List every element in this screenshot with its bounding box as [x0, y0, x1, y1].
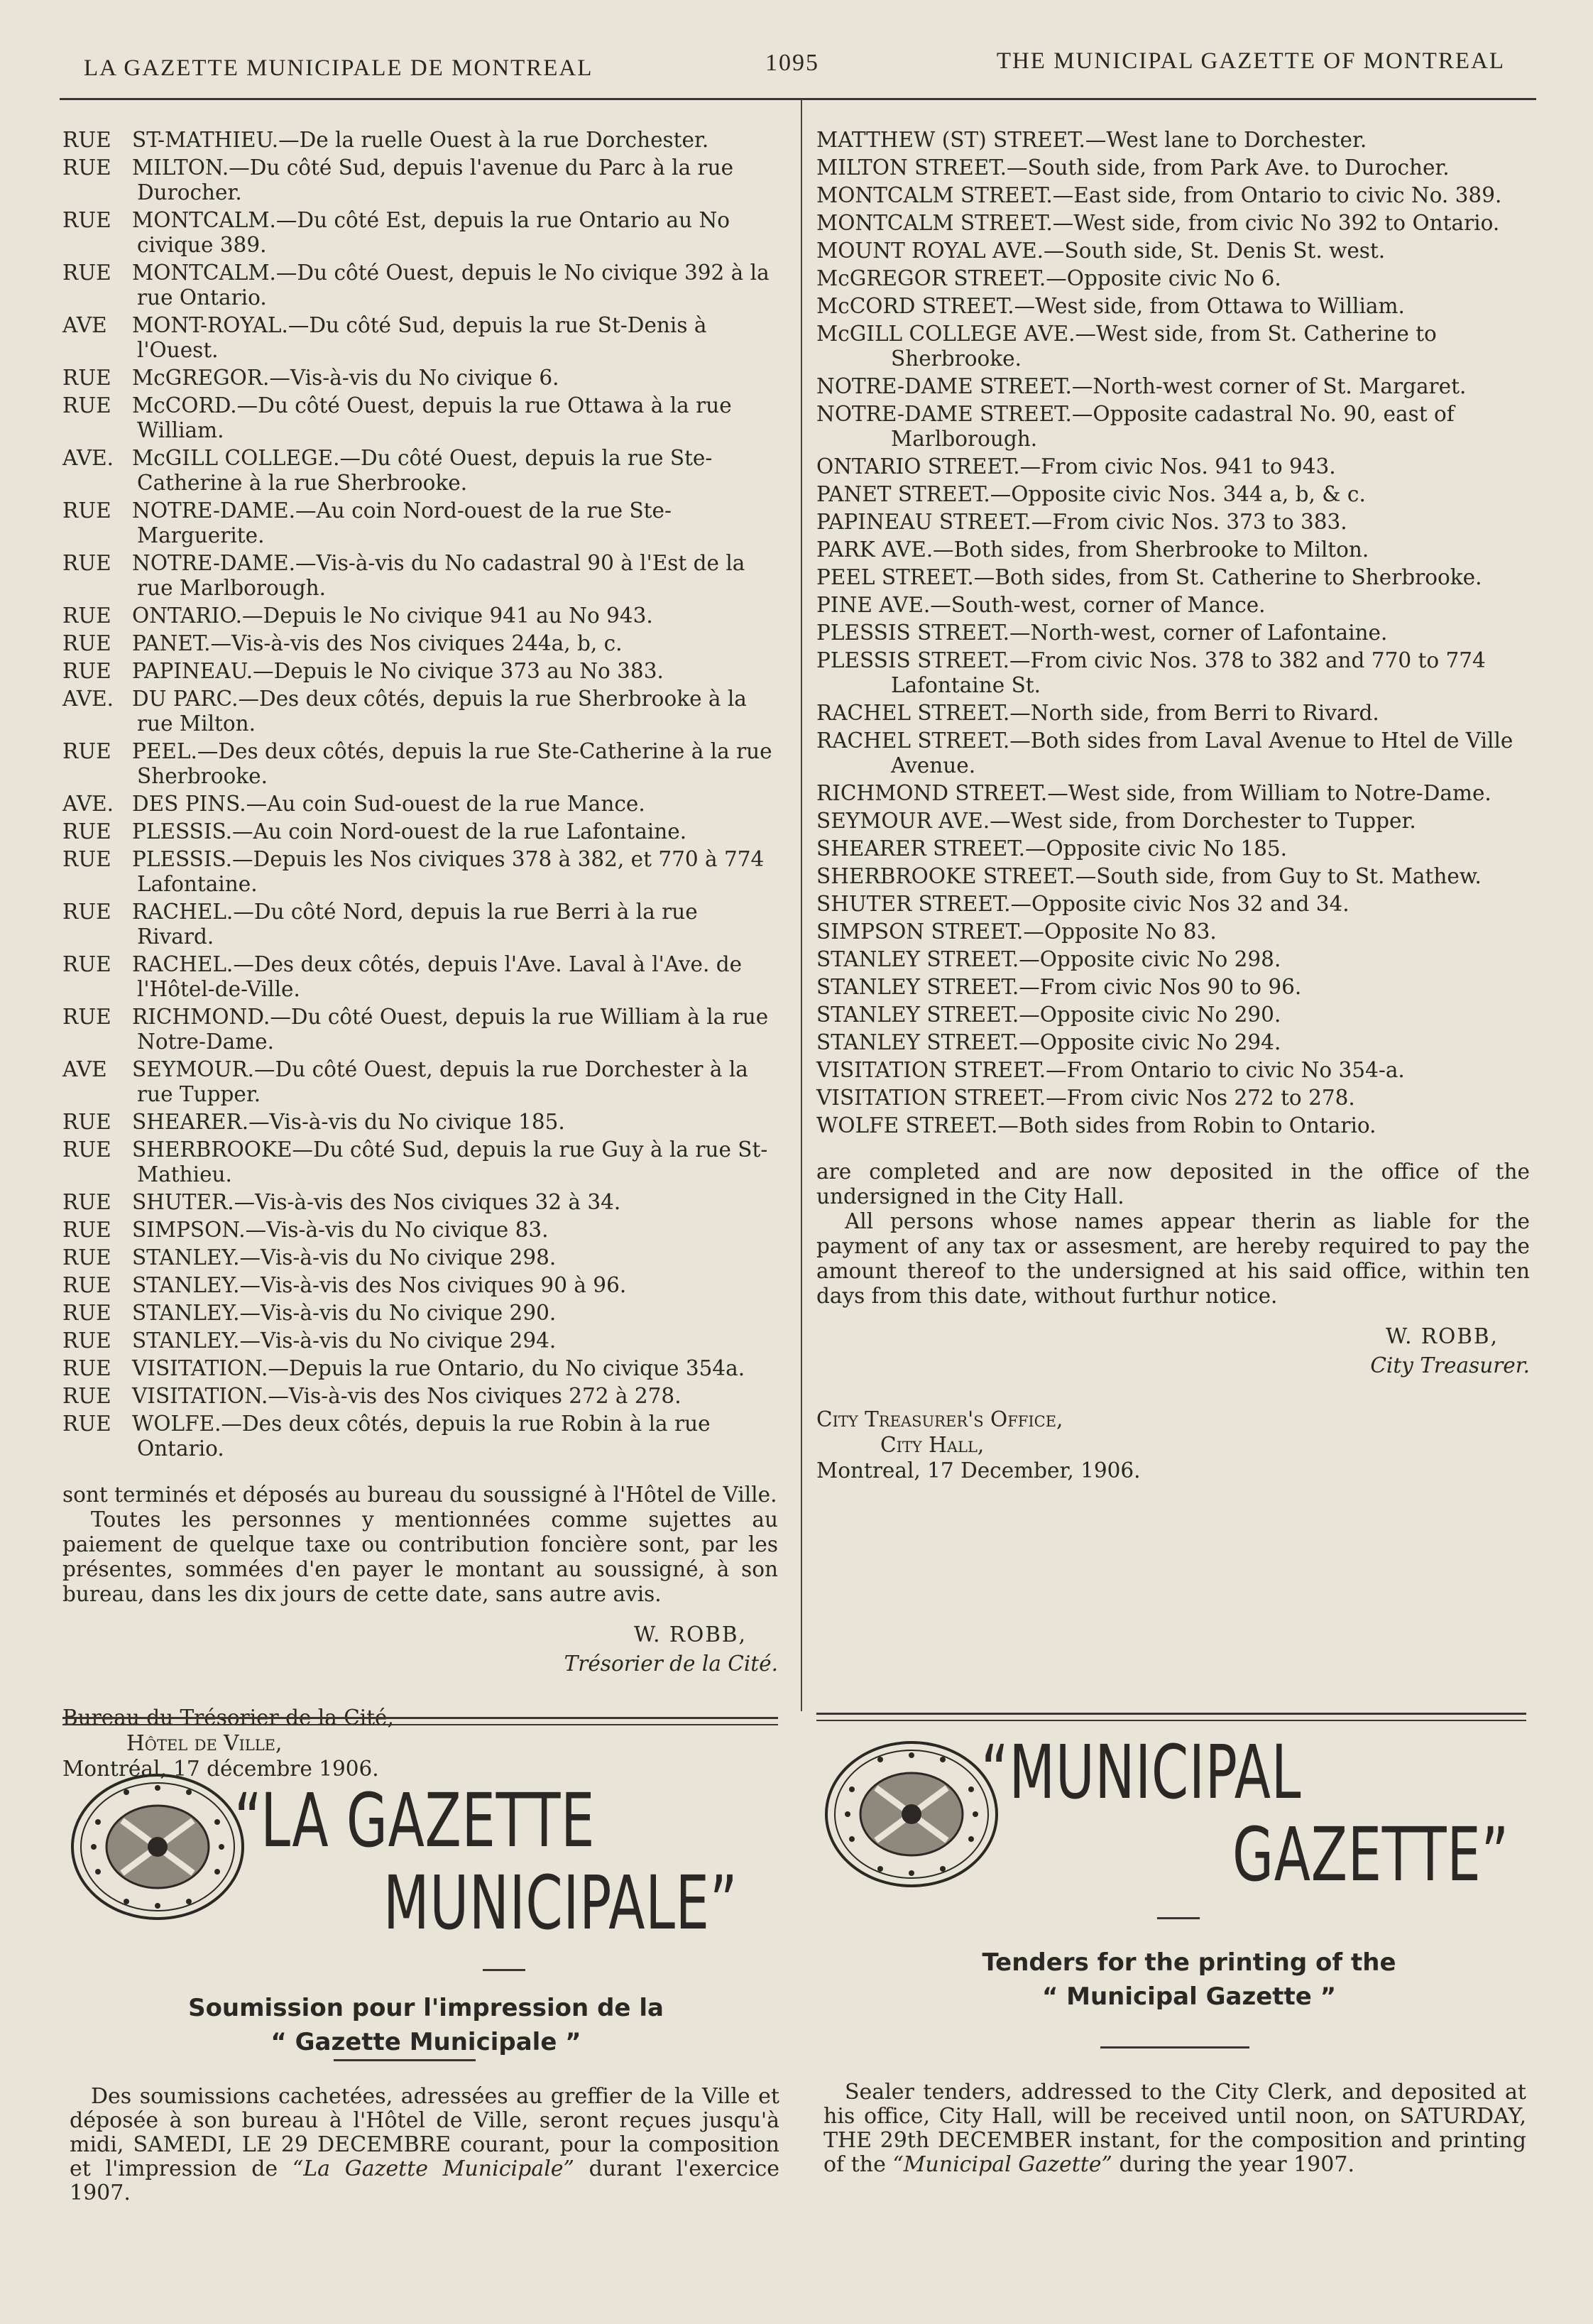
english-office-block	[816, 1407, 1530, 1483]
street-description: MILTON STREET.—South side, from Park Ave. to Durocher.	[816, 156, 1450, 180]
english-closing	[816, 1160, 1530, 1309]
english-ad-subtitle	[852, 1946, 1526, 2014]
street-description: RACHEL.—Du côté Nord, depuis la rue Berri à la rue Rivard.	[132, 900, 698, 949]
list-item	[62, 208, 778, 258]
list-item	[816, 892, 1530, 917]
street-description: MOUNT ROYAL AVE.—South side, St. Denis St. west.	[816, 239, 1386, 263]
english-closing-p2: All persons whose names appear therin as liable for the payment of any tax or assesment, are hereby required to pay the amount thereof to the undersigned at his said office, within ten days from this date, without furthur notice.	[816, 1209, 1530, 1308]
street-description: WOLFE.—Des deux côtés, depuis la rue Robin à la rue Ontario.	[132, 1412, 711, 1461]
english-office-line1: City Treasurer's Office,	[816, 1407, 1063, 1431]
street-description: McGILL COLLEGE.—Du côté Ouest, depuis la rue Ste-Catherine à la rue Sherbrooke.	[132, 446, 713, 495]
street-type-label: RUE	[62, 208, 111, 232]
list-item	[816, 402, 1530, 452]
english-ad-rule	[816, 1713, 1526, 1721]
header-french-title: LA GAZETTE MUNICIPALE DE MONTREAL	[84, 55, 593, 81]
street-type-label: RUE	[62, 551, 111, 575]
french-ad-body-text: Des soumissions cachetées, adressées au greffier de la Ville et déposée à son bureau à l'Hôtel de Ville, seront reçues jusqu'à midi, SAMEDI, LE 29 DECEMBRE courant, pour la composition et l'impression de	[70, 2084, 779, 2181]
street-type-label: RUE	[62, 156, 111, 180]
list-item	[62, 1110, 778, 1135]
english-signature	[816, 1324, 1530, 1378]
page-number: 1095	[765, 50, 819, 76]
street-description: VISITATION.—Depuis la rue Ontario, du No civique 354a.	[132, 1356, 745, 1380]
street-description: SEYMOUR.—Du côté Ouest, depuis la rue Dorchester à la rue Tupper.	[132, 1057, 748, 1106]
street-description: SHUTER STREET.—Opposite civic Nos 32 and 34.	[816, 892, 1350, 916]
english-ad-body-text: Sealer tenders, addressed to the City Clerk, and deposited at his office, City Hall, will be received until noon, on SATURDAY, THE 29th DECEMBER instant, for the composition and printing of the	[823, 2080, 1526, 2177]
header-rule	[60, 98, 1536, 100]
street-description: STANLEY STREET.—Opposite civic No 294.	[816, 1030, 1281, 1054]
list-item	[62, 847, 778, 897]
street-description: PLESSIS STREET.—North-west, corner of Lafontaine.	[816, 621, 1388, 645]
english-office-line2: City Hall,	[880, 1433, 985, 1457]
street-description: MONTCALM.—Du côté Ouest, depuis le No civique 392 à la rue Ontario.	[132, 261, 770, 310]
street-type-label: RUE	[62, 498, 111, 523]
list-item	[62, 393, 778, 443]
street-type-label: RUE	[62, 1301, 111, 1325]
english-ad-body-italic: “Municipal Gazette”	[892, 2152, 1112, 2177]
french-ad-subtitle	[106, 1991, 745, 2059]
street-description: PEEL STREET.—Both sides, from St. Catherine to Sherbrooke.	[816, 565, 1482, 589]
street-description: ST-MATHIEU.—De la ruelle Ouest à la rue Dorchester.	[132, 128, 709, 152]
list-item	[816, 1086, 1530, 1111]
street-description: SIMPSON STREET.—Opposite No 83.	[816, 920, 1217, 944]
street-description: PLESSIS.—Depuis les Nos civiques 378 à 382, et 770 à 774 Lafontaine.	[132, 847, 765, 896]
street-description: SHERBROOKE—Du côté Sud, depuis la rue Guy à la rue St-Mathieu.	[132, 1138, 768, 1186]
street-description: McCORD STREET.—West side, from Ottawa to William.	[816, 294, 1405, 318]
street-description: RACHEL STREET.—North side, from Berri to Rivard.	[816, 701, 1379, 725]
french-ad-rule	[62, 1717, 778, 1725]
list-item	[816, 621, 1530, 645]
list-item	[816, 781, 1530, 806]
column-divider	[801, 99, 802, 1711]
list-item	[62, 1005, 778, 1054]
street-type-label: RUE	[62, 1356, 111, 1380]
street-description: ONTARIO STREET.—From civic Nos. 941 to 943.	[816, 454, 1336, 479]
street-type-label: RUE	[62, 261, 111, 285]
french-ad-body-italic: “La Gazette Municipale”	[292, 2156, 574, 2181]
list-item	[816, 294, 1530, 319]
list-item	[816, 648, 1530, 698]
english-entries-list	[816, 128, 1530, 1138]
street-description: STANLEY.—Vis-à-vis des Nos civiques 90 à 96.	[132, 1273, 627, 1297]
english-ad-subtitle-line2: “ Municipal Gazette ”	[1041, 1982, 1337, 2011]
street-type-label: RUE	[62, 1412, 111, 1436]
list-item	[62, 1412, 778, 1461]
list-item	[816, 701, 1530, 726]
list-item	[62, 446, 778, 496]
street-type-label: RUE	[62, 739, 111, 763]
english-ad-body-end: during the year 1907.	[1112, 2152, 1354, 2177]
street-description: PEEL.—Des deux côtés, depuis la rue Ste-Catherine à la rue Sherbrooke.	[132, 739, 772, 788]
list-item	[62, 900, 778, 949]
street-type-label: RUE	[62, 952, 111, 976]
list-item	[62, 1356, 778, 1381]
street-description: PLESSIS.—Au coin Nord-ouest de la rue Lafontaine.	[132, 819, 687, 844]
french-closing	[62, 1483, 778, 1607]
street-description: RICHMOND.—Du côté Ouest, depuis la rue William à la rue Notre-Dame.	[132, 1005, 769, 1054]
french-office-line1: Bureau du Trésorier de la Cité,	[62, 1706, 394, 1730]
list-item	[816, 1030, 1530, 1055]
list-item	[62, 687, 778, 736]
street-description: SHERBROOKE STREET.—South side, from Guy to St. Mathew.	[816, 864, 1482, 888]
street-type-label: RUE	[62, 393, 111, 418]
list-item	[62, 1190, 778, 1215]
street-description: SHEARER.—Vis-à-vis du No civique 185.	[132, 1110, 565, 1134]
street-description: PARK AVE.—Both sides, from Sherbrooke to Milton.	[816, 538, 1369, 562]
list-item	[62, 261, 778, 310]
list-item	[816, 183, 1530, 208]
list-item	[816, 809, 1530, 834]
street-type-label: AVE.	[62, 446, 114, 470]
street-description: McGREGOR.—Vis-à-vis du No civique 6.	[132, 366, 559, 390]
list-item	[62, 604, 778, 628]
french-entries-list	[62, 128, 778, 1461]
french-ad-divider	[334, 2059, 476, 2061]
street-description: PAPINEAU.—Depuis le No civique 373 au No 383.	[132, 659, 664, 683]
english-signature-title: City Treasurer.	[1370, 1353, 1530, 1378]
french-closing-p2: Toutes les personnes y mentionnées comme sujettes au paiement de quelque taxe ou contribution foncière sont, par les présentes, sommées d'en payer le montant au soussigné, à son bureau, dans les dix jours de cette date, sans autre avis.	[62, 1507, 778, 1606]
street-type-label: AVE.	[62, 792, 114, 816]
list-item	[62, 128, 778, 153]
street-type-label: RUE	[62, 819, 111, 844]
list-item	[62, 1384, 778, 1409]
list-item	[62, 1218, 778, 1243]
street-type-label: RUE	[62, 1218, 111, 1242]
list-item	[816, 482, 1530, 507]
french-ad-title-line1: “LA GAZETTE	[234, 1777, 596, 1864]
street-description: PANET.—Vis-à-vis des Nos civiques 244a, b, c.	[132, 631, 623, 655]
street-type-label: RUE	[62, 604, 111, 628]
list-item	[62, 1273, 778, 1298]
list-item	[62, 1138, 778, 1187]
street-type-label: RUE	[62, 1138, 111, 1162]
list-item	[816, 975, 1530, 1000]
city-seal-icon	[70, 1772, 246, 1921]
street-description: MILTON.—Du côté Sud, depuis l'avenue du Parc à la rue Durocher.	[132, 156, 734, 204]
street-description: VISITATION STREET.—From civic Nos 272 to 278.	[816, 1086, 1355, 1110]
list-item	[62, 952, 778, 1002]
list-item	[62, 631, 778, 656]
list-item	[816, 920, 1530, 944]
list-item	[816, 729, 1530, 778]
street-description: STANLEY STREET.—From civic Nos 90 to 96.	[816, 975, 1302, 999]
street-description: MONTCALM STREET.—West side, from civic No 392 to Ontario.	[816, 211, 1500, 235]
english-ad-title-line2: GAZETTE”	[1232, 1811, 1509, 1898]
street-description: STANLEY.—Vis-à-vis du No civique 294.	[132, 1329, 557, 1353]
list-item	[62, 498, 778, 548]
street-type-label: RUE	[62, 366, 111, 390]
street-type-label: AVE.	[62, 687, 114, 711]
street-description: VISITATION STREET.—From Ontario to civic No 354-a.	[816, 1058, 1405, 1082]
list-item	[62, 1057, 778, 1107]
street-description: PANET STREET.—Opposite civic Nos. 344 a, b, & c.	[816, 482, 1366, 506]
english-signature-name: W. ROBB,	[1385, 1324, 1499, 1348]
english-ad-divider	[1157, 1917, 1200, 1919]
street-description: NOTRE-DAME STREET.—North-west corner of St. Margaret.	[816, 374, 1467, 398]
street-description: STANLEY.—Vis-à-vis du No civique 290.	[132, 1301, 557, 1325]
street-description: MONT-ROYAL.—Du côté Sud, depuis la rue St-Denis à l'Ouest.	[132, 313, 707, 362]
french-ad-body-end: durant l'exercice 1907.	[70, 2156, 780, 2205]
street-type-label: RUE	[62, 1384, 111, 1408]
french-office-line2: Hôtel de Ville,	[126, 1731, 283, 1755]
street-description: McCORD.—Du côté Ouest, depuis la rue Ottawa à la rue William.	[132, 393, 732, 442]
list-item	[62, 313, 778, 363]
english-closing-p1: are completed and are now deposited in the office of the undersigned in the City Hall.	[816, 1160, 1530, 1209]
list-item	[62, 819, 778, 844]
list-item	[816, 510, 1530, 535]
street-description: PLESSIS STREET.—From civic Nos. 378 to 382 and 770 to 774 Lafontaine St.	[816, 648, 1486, 697]
list-item	[816, 947, 1530, 972]
street-type-label: RUE	[62, 659, 111, 683]
list-item	[816, 454, 1530, 479]
french-closing-p1: sont terminés et déposés au bureau du soussigné à l'Hôtel de Ville.	[62, 1483, 777, 1507]
list-item	[816, 1113, 1530, 1138]
list-item	[816, 239, 1530, 263]
list-item	[816, 156, 1530, 180]
list-item	[62, 156, 778, 205]
street-type-label: AVE	[62, 313, 107, 337]
street-description: ONTARIO.—Depuis le No civique 941 au No 943.	[132, 604, 653, 628]
street-description: DU PARC.—Des deux côtés, depuis la rue Sherbrooke à la rue Milton.	[132, 687, 747, 736]
street-description: NOTRE-DAME STREET.—Opposite cadastral No. 90, east of Marlborough.	[816, 402, 1455, 451]
street-description: RACHEL STREET.—Both sides from Laval Avenue to Htel de Ville Avenue.	[816, 729, 1513, 778]
english-ad-subtitle-line1: Tenders for the printing of the	[982, 1948, 1396, 1977]
list-item	[816, 322, 1530, 371]
french-ad-subtitle-line2: “ Gazette Municipale ”	[270, 2028, 581, 2056]
list-item	[816, 1058, 1530, 1083]
street-description: STANLEY STREET.—Opposite civic No 290.	[816, 1003, 1281, 1027]
street-description: McGREGOR STREET.—Opposite civic No 6.	[816, 266, 1281, 290]
english-column	[816, 128, 1530, 1483]
french-office-line3: Montréal, 17 décembre 1906.	[62, 1757, 379, 1781]
street-description: SHEARER STREET.—Opposite civic No 185.	[816, 836, 1288, 861]
street-type-label: RUE	[62, 1005, 111, 1029]
french-column	[62, 128, 778, 1782]
english-ad-body	[823, 2080, 1526, 2177]
street-description: MATTHEW (ST) STREET.—West lane to Dorchester.	[816, 128, 1367, 152]
list-item	[816, 864, 1530, 889]
street-type-label: RUE	[62, 631, 111, 655]
french-ad-title-line2: MUNICIPALE”	[383, 1860, 738, 1946]
list-item	[62, 1245, 778, 1270]
french-ad-body	[70, 2085, 779, 2205]
list-item	[816, 211, 1530, 236]
street-description: NOTRE-DAME.—Vis-à-vis du No cadastral 90 à l'Est de la rue Marlborough.	[132, 551, 745, 600]
header-english-title: THE MUNICIPAL GAZETTE OF MONTREAL	[996, 48, 1505, 74]
french-signature-title: Trésorier de la Cité.	[564, 1652, 778, 1676]
list-item	[62, 792, 778, 817]
street-description: SEYMOUR AVE.—West side, from Dorchester to Tupper.	[816, 809, 1416, 833]
street-description: PINE AVE.—South-west, corner of Mance.	[816, 593, 1266, 617]
list-item	[816, 128, 1530, 153]
street-type-label: RUE	[62, 1245, 111, 1270]
street-description: WOLFE STREET.—Both sides from Robin to Ontario.	[816, 1113, 1376, 1138]
list-item	[62, 366, 778, 391]
street-description: NOTRE-DAME.—Au coin Nord-ouest de la rue Ste-Marguerite.	[132, 498, 672, 547]
street-description: SHUTER.—Vis-à-vis des Nos civiques 32 à 34.	[132, 1190, 621, 1214]
english-ad-title-line1: “MUNICIPAL	[981, 1729, 1302, 1816]
list-item	[816, 593, 1530, 618]
page-header	[78, 44, 1505, 87]
street-description: STANLEY STREET.—Opposite civic No 298.	[816, 947, 1281, 971]
list-item	[62, 739, 778, 789]
list-item	[816, 266, 1530, 291]
list-item	[816, 538, 1530, 562]
street-description: RACHEL.—Des deux côtés, depuis l'Ave. Laval à l'Ave. de l'Hôtel-de-Ville.	[132, 952, 743, 1001]
street-type-label: AVE	[62, 1057, 107, 1081]
street-type-label: RUE	[62, 847, 111, 871]
list-item	[816, 565, 1530, 590]
street-type-label: RUE	[62, 1329, 111, 1353]
list-item	[62, 1329, 778, 1353]
street-description: STANLEY.—Vis-à-vis du No civique 298.	[132, 1245, 557, 1270]
city-seal-icon	[823, 1740, 1000, 1889]
street-type-label: RUE	[62, 128, 111, 152]
street-description: RICHMOND STREET.—West side, from William to Notre-Dame.	[816, 781, 1491, 805]
french-signature	[62, 1622, 778, 1676]
street-description: MONTCALM.—Du côté Est, depuis la rue Ontario au No civique 389.	[132, 208, 730, 257]
street-description: SIMPSON.—Vis-à-vis du No civique 83.	[132, 1218, 549, 1242]
street-description: PAPINEAU STREET.—From civic Nos. 373 to 383.	[816, 510, 1347, 534]
list-item	[62, 659, 778, 684]
street-description: McGILL COLLEGE AVE.—West side, from St. Catherine to Sherbrooke.	[816, 322, 1437, 371]
french-signature-name: W. ROBB,	[633, 1622, 747, 1647]
list-item	[816, 374, 1530, 399]
list-item	[816, 836, 1530, 861]
english-ad-divider	[1100, 2046, 1249, 2048]
list-item	[62, 1301, 778, 1326]
street-type-label: RUE	[62, 900, 111, 924]
street-description: DES PINS.—Au coin Sud-ouest de la rue Mance.	[132, 792, 645, 816]
street-type-label: RUE	[62, 1273, 111, 1297]
street-type-label: RUE	[62, 1110, 111, 1134]
english-office-line3: Montreal, 17 December, 1906.	[816, 1458, 1141, 1483]
list-item	[816, 1003, 1530, 1027]
street-description: VISITATION.—Vis-à-vis des Nos civiques 272 à 278.	[132, 1384, 681, 1408]
street-description: MONTCALM STREET.—East side, from Ontario to civic No. 389.	[816, 183, 1502, 207]
list-item	[62, 551, 778, 601]
french-ad-subtitle-line1: Soumission pour l'impression de la	[188, 1994, 664, 2022]
street-type-label: RUE	[62, 1190, 111, 1214]
french-ad-divider	[483, 1969, 525, 1971]
